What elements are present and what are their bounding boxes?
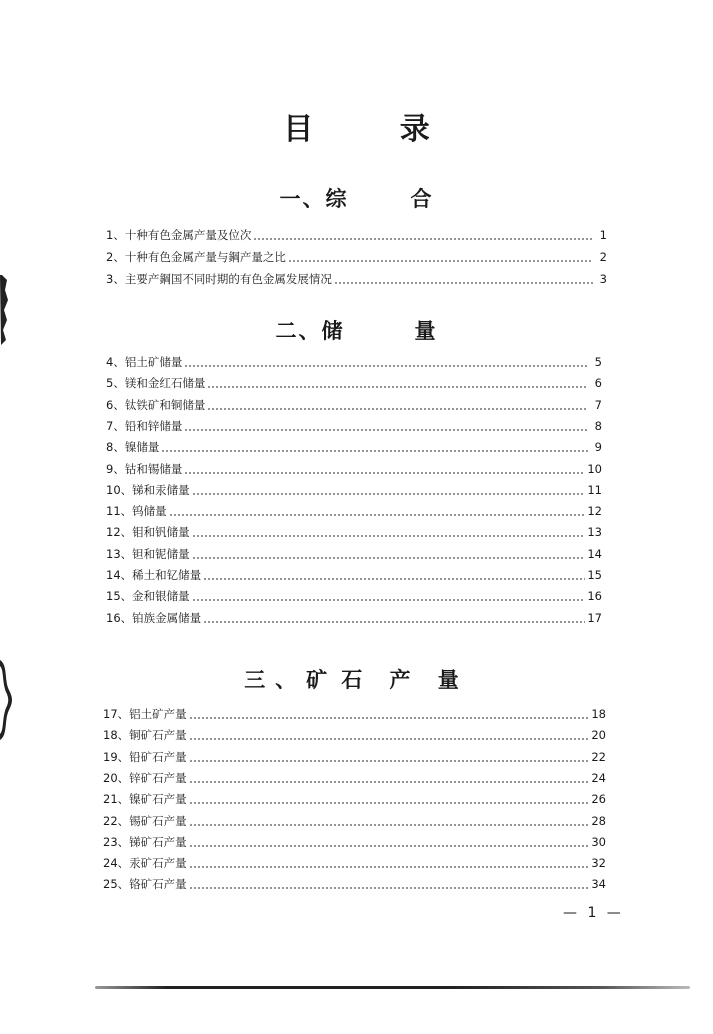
- toc-entry: [106, 545, 602, 563]
- toc-entry: [106, 396, 602, 414]
- toc-dot-leader: [253, 226, 593, 244]
- toc-dot-leader: [189, 748, 590, 766]
- toc-entry-label: 20、锌矿石产量: [103, 770, 187, 785]
- toc-entry-label: 23、锑矿石产量: [103, 834, 187, 849]
- section-heading-1: [0, 183, 713, 213]
- toc-dot-leader: [169, 502, 586, 520]
- toc-dot-leader: [161, 438, 588, 456]
- page-number: — 1 —: [563, 905, 624, 921]
- toc-dot-leader: [184, 417, 588, 435]
- toc-entry-page: 11: [587, 482, 602, 497]
- bottom-rule: [95, 986, 690, 989]
- section-heading-3: [0, 664, 713, 694]
- toc-entry-page: 15: [587, 568, 602, 582]
- toc-entry-label: 7、铅和锌储量: [106, 418, 183, 433]
- toc-entry-label: 24、汞矿石产量: [103, 856, 187, 871]
- toc-dot-leader: [189, 705, 590, 723]
- toc-dot-leader: [207, 396, 588, 414]
- toc-entry: [103, 748, 606, 766]
- toc-entry-label: 11、钨储量: [106, 504, 167, 519]
- toc-dot-leader: [189, 812, 590, 830]
- toc-entry-page: 5: [594, 355, 602, 369]
- toc-entry-page: 9: [594, 440, 602, 455]
- toc-entry: [106, 587, 602, 605]
- toc-entry-label: 6、钛铁矿和铜储量: [106, 397, 206, 412]
- toc-entry-page: 30: [591, 834, 606, 849]
- toc-entry-label: 22、锡矿石产量: [103, 813, 187, 828]
- toc-entry-label: 19、铅矿石产量: [103, 749, 187, 764]
- toc-entry-page: 1: [599, 228, 607, 242]
- toc-entry-label: 25、铬矿石产量: [103, 877, 187, 892]
- toc-entry: [103, 833, 606, 851]
- toc-entry-label: 2、十种有色金属产量与鋼产量之比: [106, 250, 286, 264]
- toc-dot-leader: [189, 833, 590, 851]
- toc-dot-leader: [189, 875, 590, 893]
- scan-artifact-mark: [0, 275, 10, 345]
- toc-entry: [106, 609, 602, 627]
- section-number: 三、矿: [244, 667, 338, 692]
- section-name: 合: [410, 186, 434, 211]
- toc-entry: [106, 481, 602, 499]
- toc-dot-leader: [203, 566, 585, 584]
- toc-dot-leader: [189, 769, 590, 787]
- toc-entry-label: 21、镍矿石产量: [103, 792, 187, 807]
- toc-entry-label: 8、镍储量: [106, 440, 160, 455]
- toc-entry-page: 6: [594, 376, 602, 391]
- toc-entry: [106, 523, 602, 541]
- toc-entry: [103, 854, 606, 872]
- scan-artifact-brace: [0, 660, 14, 740]
- toc-dot-leader: [189, 854, 590, 872]
- toc-entry-label: 18、铜矿石产量: [103, 728, 187, 743]
- toc-entry-page: 16: [587, 589, 602, 604]
- toc-entry-page: 8: [594, 418, 602, 433]
- toc-entry-page: 13: [587, 525, 602, 540]
- section-number: 一、综: [279, 186, 349, 211]
- toc-entry-page: 10: [587, 461, 602, 476]
- toc-entry-label: 3、主要产鋼国不同时期的有色金属发展情况: [106, 272, 332, 286]
- section-number: 二、储: [275, 318, 345, 343]
- toc-entry-label: 16、铂族金属储量: [106, 610, 202, 625]
- toc-dot-leader: [207, 374, 588, 392]
- toc-entry: [103, 812, 606, 830]
- toc-entry: [106, 374, 602, 392]
- toc-dot-leader: [192, 587, 586, 605]
- page-title: 目 录: [283, 112, 468, 147]
- toc-dot-leader: [192, 481, 586, 499]
- section-name: 量: [414, 318, 438, 343]
- toc-entry: [106, 460, 602, 478]
- toc-entry-label: 14、稀土和钇储量: [106, 568, 202, 582]
- toc-entry: [106, 353, 602, 371]
- toc-entry: [103, 790, 606, 808]
- toc-entry-page: 3: [599, 272, 607, 286]
- section-heading-2: [0, 315, 713, 345]
- toc-dot-leader: [184, 460, 585, 478]
- toc-entry-page: 18: [591, 707, 606, 721]
- toc-entry-page: 7: [594, 397, 602, 412]
- toc-dot-leader: [334, 270, 593, 288]
- toc-entry-page: 14: [587, 546, 602, 561]
- section-name: 石 产 量: [341, 667, 469, 692]
- toc-dot-leader: [189, 726, 590, 744]
- toc-entry-label: 15、金和银储量: [106, 589, 190, 604]
- toc-entry: [103, 875, 606, 893]
- toc-entry: [103, 726, 606, 744]
- toc-entry: [106, 248, 607, 266]
- toc-entry-page: 34: [591, 877, 606, 892]
- toc-entry-page: 12: [587, 504, 602, 519]
- toc-entry-page: 32: [591, 856, 606, 871]
- toc-entry: [106, 417, 602, 435]
- toc-entry-label: 13、钽和铌储量: [106, 546, 190, 561]
- toc-entry-page: 24: [591, 770, 606, 785]
- toc-entry: [106, 502, 602, 520]
- toc-entry-label: 10、锑和汞储量: [106, 482, 190, 497]
- toc-dot-leader: [203, 609, 585, 627]
- toc-entry-page: 20: [591, 728, 606, 743]
- toc-entry: [103, 705, 606, 723]
- toc-entry-page: 26: [591, 792, 606, 807]
- toc-entry-label: 9、钴和锡储量: [106, 461, 183, 476]
- toc-entry-label: 5、镁和金红石储量: [106, 376, 206, 391]
- toc-entry: [106, 226, 607, 244]
- toc-entry-page: 2: [599, 250, 607, 264]
- toc-entry-page: 22: [591, 749, 606, 764]
- toc-entry-label: 12、钼和钒储量: [106, 525, 190, 540]
- toc-entry: [106, 438, 602, 456]
- toc-entry: [106, 566, 602, 584]
- toc-dot-leader: [192, 545, 586, 563]
- toc-entry-label: 1、十种有色金属产量及位次: [106, 228, 252, 242]
- toc-dot-leader: [184, 353, 588, 371]
- toc-dot-leader: [288, 248, 593, 266]
- toc-dot-leader: [192, 523, 586, 541]
- toc-entry-label: 4、铝土矿储量: [106, 355, 183, 369]
- toc-entry-page: 17: [587, 610, 602, 625]
- toc-entry-label: 17、铝土矿产量: [103, 707, 187, 721]
- toc-entry-page: 28: [591, 813, 606, 828]
- toc-entry: [103, 769, 606, 787]
- toc-entry: [106, 270, 607, 288]
- toc-dot-leader: [189, 790, 590, 808]
